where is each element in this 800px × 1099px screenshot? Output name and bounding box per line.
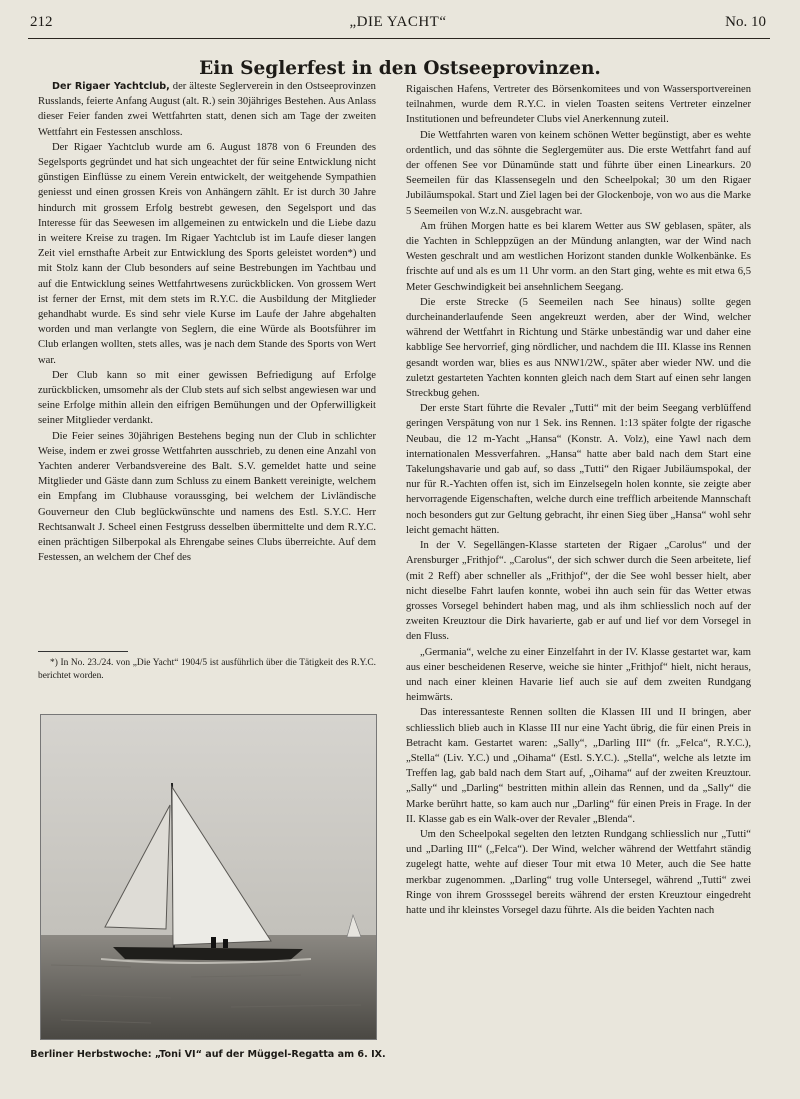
article-title: Ein Seglerfest in den Ostseeprovinzen. (199, 58, 601, 79)
left-column (38, 79, 376, 566)
paragraph-text: der älteste Seglerverein in den Ostseeprovinzen Russlands, feierte Anfang August (alt. R.) sein 30jähriges Bestehen. Aus Anlass dieser Feier fanden zwei Wettfahrten statt, denen sich am Tage der zweiten Wettfahrt ein Festessen anschloss. (38, 81, 376, 138)
paragraph: „Germania“, welche zu einer Einzelfahrt in der IV. Klasse gestartet war, kam aus einer bescheidenen Reserve, weiche sie hinter „Frithjof“ hielt, nicht heraus, und nach einer kleinen Havarie lief auch sie auf dem zweiten Rundgang heimwärts. (406, 646, 751, 704)
magazine-title: „DIE YACHT“ (349, 14, 447, 30)
paragraph: Rigaischen Hafens, Vertreter des Börsenkomitees und von Wassersportvereinen teilnahmen, wurde dem R.Y.C. in vielen Toasten seitens Vertreter einzelner Institutionen und befreundeter Clubs viel Anerkennung zuteil. (406, 84, 751, 126)
paragraph: Die erste Strecke (5 Seemeilen nach See hinaus) sollte gegen durcheinanderlaufende Seen angekreuzt werden, aber der Wind, welcher während der Wettfahrt in Richtung und Stärke unbeständig war und daher eine kabblige See hervorrief, ging nördlicher, und nachdem die III. Klasse ins Rennen gesandt worden war, blies es aus NNW1/2W., später aber wieder NW. und die zuletzt gestarteten Yachten konnten gleich nach dem Start auf einen sehr langen Streckbug gehen. (406, 296, 751, 400)
paragraph: Das interessanteste Rennen sollten die Klassen III und II bringen, aber schliesslich blieb auch in Klasse III nur eine Yacht übrig, die für einen Preis in Betracht kam. Gestartet waren: „Sally“, „Darling III“ (fr. „Felca“, R.Y.C.), „Stella“ (Liv. Y.C.) und „Oihama“ (Estl. S.Y.C.). „Stella“, welche als letzte im Treffen lag, gab bald nach dem Start auf, „Oihama“ auf der zweiten Kreuztour. „Sally“ und „Darling“ bestritten mithin allein das Rennen, und da „Sally“ die Marke berührt hatte, so kam auch nur „Darling“ für einen Preis in Frage. In der II. Klasse gab es ein Walk-over der Revaler „Blenda“. (406, 707, 751, 825)
photo-caption: Berliner Herbstwoche: „Toni VI“ auf der Müggel-Regatta am 6. IX. (30, 1049, 386, 1060)
sailboat-photo (40, 714, 377, 1040)
paragraph: Die Feier seines 30jährigen Bestehens beging nun der Club in schlichter Weise, indem er zwei grosse Wettfahrten ausschrieb, zu denen eine Anzahl von Yachten anderer Verbandsvereine des Balt. S.V. gemeldet hatte und seine Mitglieder und Gäste dann zum Schluss zu einem Bankett vereinigte, welchem ein Empfang im Clubhause voraussging, bei welchem der Livländische Gouverneur den Club beglückwünschte und namens des Estl. S.Y.C. Herr Rechtsanwalt J. Scheel einen Festgruss desselben übermittelte und dem R.Y.C. einen prächtigen Silberpokal als Ehrengabe seines Clubs überreichte. Auf dem Festessen, an welchem der Chef des (38, 430, 376, 564)
boat-hull (113, 947, 303, 961)
paragraph: Am frühen Morgen hatte es bei klarem Wetter aus SW geblasen, später, als die Yachten in Schleppzügen an der Mündung anlangten, war der Wind nach Westen geschralt und am westlichen Horizont standen dunkle Wolkenbänke. Es frischte auf und als es um 11 Uhr vorm. an den Start ging, wehte es mit etwa 6,5 Meter Geschwindigkeit bei ansehnlichem Seegang. (406, 220, 751, 293)
paragraph: In der V. Segellängen-Klasse starteten der Rigaer „Carolus“ und der Arensburger „Frithjof“. „Carolus“, der sich schwer durch die Seen arbeitete, lief (mit 2 Reff) aber schneller als „Frithjof“, der die See wohl besser hielt, aber nicht dieselbe Fahrt laufen konnte, wobei ihn auch sein für das Wetter etwas grosses Vorsegel behindert haben mag, und als ihm schliesslich noch auf der zweiten Kreuztour die Dirk havarierte, gab er auf und lief vor dem Vorsegel in den Fluss. (406, 540, 751, 643)
paragraph: Der Club kann so mit einer gewissen Befriedigung auf Erfolge zurückblicken, umsomehr als der Club stets auf sich selbst angewiesen war und seine Erfolge mithin allein den eifrigen Bemühungen und der Opferwilligkeit seiner Mitglieder verdankt. (38, 369, 376, 427)
footnote-rule (38, 651, 128, 652)
footnote (38, 657, 376, 683)
issue-number: No. 10 (725, 14, 766, 30)
right-column (406, 82, 751, 918)
paragraph: Die Wettfahrten waren von keinem schönen Wetter begünstigt, aber es wehte ordentlich, und das söhnte die Seglergemüter aus. Die erste Wettfahrt fand auf der offenen See vor Dünamünde statt und führte über einen Linearkurs. 20 Seemeilen für das Klassensegeln und den Scheelpokal; 30 um den Rigaer Jubiläumspokal. Start und Ziel lagen bei der Glockenboje, von wo aus die Marke 5 Seemeilen von W.z.N. ausgebracht war. (406, 129, 751, 217)
running-header (26, 14, 770, 34)
paragraph: Der Rigaer Yachtclub wurde am 6. August 1878 von 6 Freunden des Segelsports gegründet und hat sich ungeachtet der für seine Entwicklung nicht günstigen Einflüsse zu einem Verein entwickelt, der weitgehende Sympathien geniesst und einen grossen Kreis von Anhängern zählt. Er ist durch 30 Jahre hindurch mit grossem Erfolg bestrebt gewesen, den Segelsport und das Interesse für das Seewesen im allgemeinen zu entwickeln und die Liebe dazu in weitere Kreise zu tragen. Im Rigaer Yachtclub ist im Laufe dieser langen Zeit viel ernsthafte Arbeit zur Entwicklung des Sports geleistet worden*) und mit Stolz kann der Club besonders auf seine Bestrebungen im Yachtbau und auf die Entwicklung seines Wettfahrtwesens zurückblicken. Von grossem Wert ist ferner der Ernst, mit dem stets im R.Y.C. die Ausbildung der Mitglieder gehandhabt wurde. Es sind sehr viele Kurse im Laufe der Jahre abgehalten worden und man verlangte von Seglern, die eine Würde als Bootsführer im Club erlangen wollten, stets alles, was je nach dem Stande des Sports von Wert war. (38, 141, 376, 366)
paragraph: Der erste Start führte die Revaler „Tutti“ mit der beim Seegang verblüffend geringen Verspätung von nur 1 Sek. ins Rennen. 1:13 später folgte der rigasche Neubau, die 12 m-Yacht „Hansa“ (Konstr. A. Volz), eine Yawl nach dem internationalen Messverfahren. „Hansa“ hatte aber bald nach dem Start eine Takelungshavarie und gab auf, so dass „Tutti“ den Rigaer Jubiläumspokal, der nur für R.-Yachten offen ist, sich im Einzelsegeln holen konnte, sie zeigte aber hervorragende Eigenschaften, welche durch eine trefflich arbeitende Mannschaft noch besonders gut zur Geltung gebracht, ihr einen Sieg über „Hansa“ wohl sehr leicht gemacht hätten. (406, 403, 751, 536)
paragraph: Um den Scheelpokal segelten den letzten Rundgang schliesslich nur „Tutti“ und „Darling III“ („Felca“). Der Wind, welcher während der Wettfahrt ständig zugelegt hatte, wehte auf dieser Tour mit etwa 10 Meter, auch die See hatte merkbar zugenommen. „Darling“ trug volle Untersegel, während „Tutti“ zwei Ringe von ihrem Grosssegel bereits während der ersten Kreuztour eingedreht hatte und ihr kleinstes Vorsegel dazu führte. Als die beiden Yachten nach (406, 828, 751, 916)
header-rule (28, 38, 770, 39)
paragraph (38, 79, 376, 140)
lead-in: Der Rigaer Yachtclub, (52, 81, 170, 92)
footnote-text: *) In No. 23./24. von „Die Yacht“ 1904/5 ist ausführlich über die Tätigkeit des R.Y.C. berichtet worden. (38, 658, 376, 681)
page-number: 212 (30, 14, 53, 30)
